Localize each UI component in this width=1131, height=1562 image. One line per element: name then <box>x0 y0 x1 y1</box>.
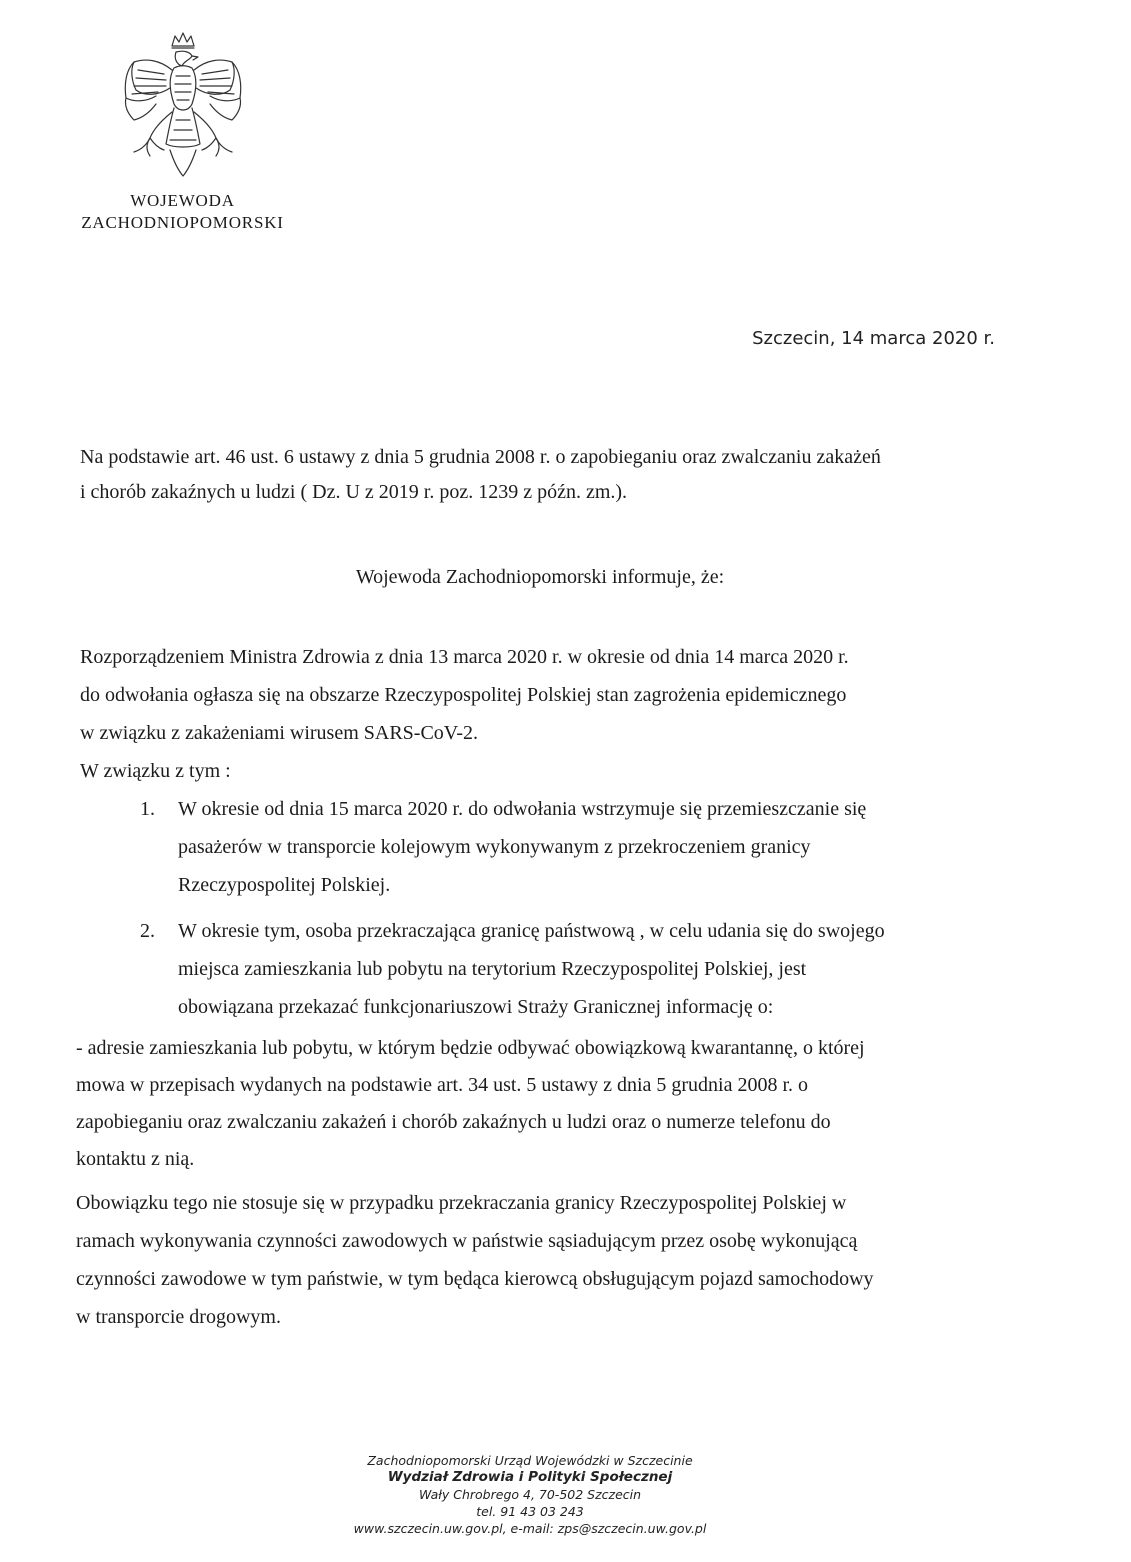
list-item-line: Rzeczypospolitej Polskiej. <box>178 874 391 896</box>
footer-contact <box>330 1452 730 1537</box>
legal-basis-line: Na podstawie art. 46 ust. 6 ustawy z dnia 5 grudnia 2008 r. o zapobieganiu oraz zwalczaniu zakażeń <box>80 446 881 468</box>
decree-line: w związku z zakażeniami wirusem SARS-CoV-2. <box>80 722 479 744</box>
eagle-emblem-icon <box>112 30 254 180</box>
exemption-line: w transporcie drogowym. <box>76 1306 281 1328</box>
address-requirement-line: kontaktu z nią. <box>76 1148 195 1170</box>
announcement: Wojewoda Zachodniopomorski informuje, że: <box>355 566 725 588</box>
exemption-line: czynności zawodowe w tym państwie, w tym będąca kierowcą obsługującym pojazd samochodowy <box>76 1268 874 1290</box>
address-requirement <box>76 1030 996 1178</box>
footer-phone: tel. 91 43 03 243 <box>476 1504 584 1519</box>
list-item <box>140 790 1000 904</box>
decree-line: W związku z tym : <box>80 760 231 782</box>
address-requirement-line: mowa w przepisach wydanych na podstawie art. 34 ust. 5 ustawy z dnia 5 grudnia 2008 r. o <box>76 1074 809 1096</box>
address-requirement-line: - adresie zamieszkania lub pobytu, w którym będzie odbywać obowiązkową kwarantannę, o której <box>76 1037 865 1059</box>
footer-department: Wydział Zdrowia i Polityki Społecznej <box>387 1469 673 1485</box>
list-item-line: miejsca zamieszkania lub pobytu na terytorium Rzeczypospolitej Polskiej, jest <box>178 958 807 980</box>
footer-office: Zachodniopomorski Urząd Wojewódzki w Szczecinie <box>367 1453 693 1468</box>
list-item-line: pasażerów w transporcie kolejowym wykonywanym z przekroczeniem granicy <box>178 836 811 858</box>
decree-line: do odwołania ogłasza się na obszarze Rzeczypospolitej Polskiej stan zagrożenia epidemicznego <box>80 684 847 706</box>
exemption-line: ramach wykonywania czynności zawodowych w państwie sąsiadującym przez osobę wykonującą <box>76 1230 858 1252</box>
issuer-name <box>60 190 305 234</box>
list-item-line: obowiązana przekazać funkcjonariuszowi Straży Granicznej informację o: <box>178 996 774 1018</box>
list-item <box>140 912 1000 1026</box>
decree-paragraph <box>80 638 1000 790</box>
issuer-region: ZACHODNIOPOMORSKI <box>81 213 284 232</box>
address-requirement-line: zapobieganiu oraz zwalczaniu zakażeń i chorób zakaźnych u ludzi oraz o numerze telefonu do <box>76 1111 831 1133</box>
list-item-number: 1. <box>140 798 155 820</box>
list-item-number: 2. <box>140 920 155 942</box>
footer-address: Wały Chrobrego 4, 70-502 Szczecin <box>418 1487 642 1502</box>
document-date: Szczecin, 14 marca 2020 r. <box>752 328 995 349</box>
exemption-line: Obowiązku tego nie stosuje się w przypadku przekraczania granicy Rzeczypospolitej Polskiej w <box>76 1192 847 1214</box>
exemption-paragraph <box>76 1184 996 1336</box>
issuer-title: WOJEWODA <box>130 191 235 210</box>
legal-basis-line: i chorób zakaźnych u ludzi ( Dz. U z 2019 r. poz. 1239 z późn. zm.). <box>80 481 628 503</box>
footer-web-email: www.szczecin.uw.gov.pl, e-mail: zps@szczecin.uw.gov.pl <box>353 1521 707 1536</box>
list-item-line: W okresie tym, osoba przekraczająca granicę państwową , w celu udania się do swojego <box>178 920 885 942</box>
legal-basis <box>80 440 1000 510</box>
list-item-line: W okresie od dnia 15 marca 2020 r. do odwołania wstrzymuje się przemieszczanie się <box>178 798 867 820</box>
decree-line: Rozporządzeniem Ministra Zdrowia z dnia 13 marca 2020 r. w okresie od dnia 14 marca 2020 r. <box>80 646 849 668</box>
numbered-list <box>140 790 1000 1034</box>
